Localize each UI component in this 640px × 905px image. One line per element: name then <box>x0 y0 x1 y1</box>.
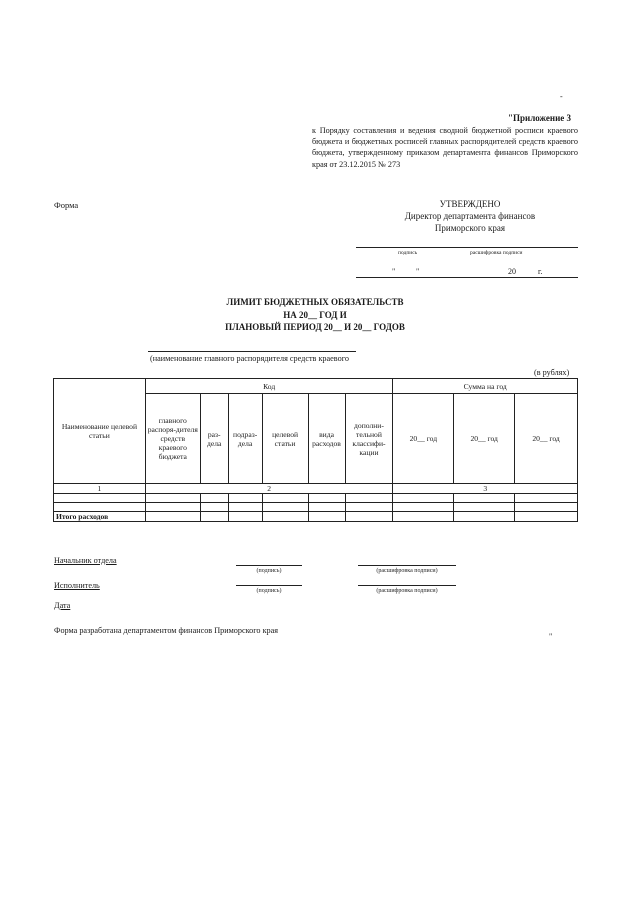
executor-signature-line <box>236 585 302 586</box>
date-quote-close: " <box>416 267 420 276</box>
head-signature-line <box>236 565 302 566</box>
form-developed-note: Форма разработана департаментом финансов Приморского края <box>54 626 279 635</box>
approved-heading: УТВЕРЖДЕНО <box>439 199 501 209</box>
col-header-section: раз-дела <box>200 394 228 484</box>
col-header-year-1: 20__ год <box>393 394 454 484</box>
head-decode-line <box>358 565 456 566</box>
limits-table <box>53 378 578 522</box>
title-line1: ЛИМИТ БЮДЖЕТНЫХ ОБЯЗАТЕЛЬСТВ <box>226 297 404 307</box>
col-group-code: Код <box>145 379 393 394</box>
units-label: (в рублях) <box>534 368 570 377</box>
head-signature-caption: (подпись) <box>256 568 282 574</box>
title-line3: ПЛАНОВЫЙ ПЕРИОД 20__ И 20__ ГОДОВ <box>225 322 405 332</box>
col-header-subsection: подраз-дела <box>228 394 262 484</box>
col-header-administrator: главного распоря-дителя средств краевого бюджета <box>145 394 200 484</box>
approval-decode-caption: расшифровка подписи <box>470 250 523 256</box>
date-year-prefix: 20 <box>508 267 516 276</box>
form-label: Форма <box>54 200 79 210</box>
appendix-title: "Приложение 3 <box>508 113 572 123</box>
executor-decode-line <box>358 585 456 586</box>
col-number-3: 3 <box>393 484 578 494</box>
head-decode-caption: (расшифровка подписи) <box>376 568 438 574</box>
total-row <box>54 512 578 522</box>
approver-position-line1: Директор департамента финансов <box>404 211 536 221</box>
col-number-1: 1 <box>54 484 146 494</box>
administrator-line <box>148 351 356 352</box>
total-label: Итого расходов <box>54 512 146 522</box>
col-header-year-2: 20__ год <box>454 394 515 484</box>
col-header-extra-classification: дополни-тельной классифи-кации <box>345 394 393 484</box>
approval-date-line <box>356 277 578 278</box>
approval-signature-caption: подпись <box>398 250 418 256</box>
corner-mark: - <box>560 92 563 101</box>
title-line2: НА 20__ ГОД И <box>283 309 347 320</box>
appendix-text: к Порядку составления и ведения сводной бюджетной росписи краевого бюджета и бюджетных росписей главных распорядителей средств краевого бюджета, утвержденному приказом департамента финансов Приморского края от 23.12.2015 № 273 <box>312 126 578 169</box>
col-header-target-item: целевой статьи <box>262 394 308 484</box>
executor-decode-caption: (расшифровка подписи) <box>376 588 438 594</box>
executor-label: Исполнитель <box>54 581 100 590</box>
table-row <box>54 503 578 512</box>
executor-signature-caption: (подпись) <box>256 588 282 594</box>
administrator-caption: (наименование главного распорядителя средств краевого <box>150 354 349 363</box>
closing-quote-mark: " <box>549 632 553 641</box>
col-header-expense-type: вида расходов <box>308 394 345 484</box>
date-quote-open: " <box>392 267 396 276</box>
col-header-year-3: 20__ год <box>515 394 578 484</box>
col-group-sum: Сумма на год <box>393 379 578 394</box>
approver-position-line2: Приморского края <box>434 223 506 233</box>
col-number-2: 2 <box>145 484 393 494</box>
approval-block <box>380 198 560 234</box>
table-row <box>54 494 578 503</box>
document-title <box>180 296 450 334</box>
date-year-suffix: г. <box>538 267 543 276</box>
col-header-name: Наименование целевой статьи <box>54 379 146 484</box>
head-of-department-label: Начальник отдела <box>54 556 117 565</box>
approval-signature-line <box>356 247 578 248</box>
date-label: Дата <box>54 601 71 610</box>
